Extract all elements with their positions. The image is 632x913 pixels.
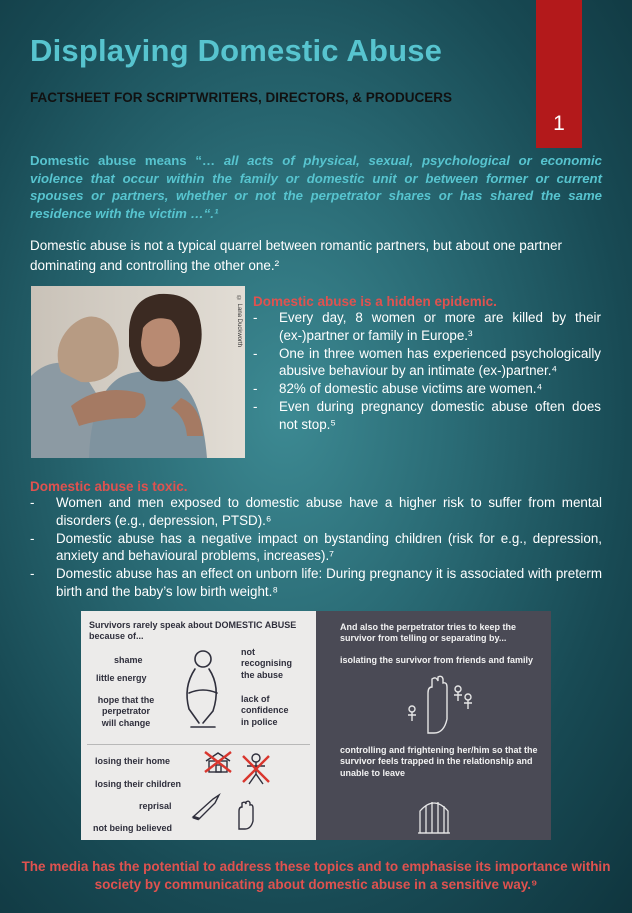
- tactic-isolating: isolating the survivor from friends and family: [340, 655, 534, 665]
- page-number: 1: [553, 112, 565, 135]
- hand-stop-icon: [233, 799, 259, 831]
- list-item: - 82% of domestic abuse victims are women.⁴: [253, 380, 601, 398]
- embrace-illustration: [31, 286, 245, 458]
- knife-icon: [189, 791, 225, 821]
- page-number-tab: [536, 0, 582, 148]
- reason-losing-home: losing their home: [95, 756, 171, 766]
- crouching-person-icon: [169, 647, 235, 733]
- reason-reprisal: reprisal: [139, 801, 172, 811]
- isolating-hand-icon: [398, 673, 478, 735]
- tactic-controlling: controlling and frightening her/him so that the survivor feels trapped in the relationship and unable to leave: [340, 745, 538, 778]
- child-icon: [241, 752, 271, 786]
- photo-credit: © Lana Duckworth: [236, 296, 242, 348]
- definition-quote: all acts of physical, sexual, psychological or economic violence that occur within the family or domestic unit or between former or current spouses or partners, whether or not the perpetrator shares or has shared the same residence with the victim …“.¹: [30, 153, 603, 221]
- toxic-list: [30, 494, 602, 601]
- birdcage-icon: [416, 793, 452, 835]
- toxic-section: [30, 479, 602, 601]
- epidemic-list: [253, 309, 601, 434]
- perpetrator-heading: And also the perpetrator tries to keep the survivor from telling or separating by...: [340, 622, 517, 644]
- reasons-subheading: because of...: [89, 631, 144, 641]
- reason-lack-confidence: lack of confidence in police: [241, 694, 289, 727]
- closing-statement: The media has the potential to address these topics and to emphasise its importance within society by communicating about domestic abuse in a sensitive way.⁹: [21, 859, 611, 892]
- list-item: - Domestic abuse has an effect on unborn life: During pregnancy it is associated with preterm birth and the baby’s low birth weight.⁸: [30, 565, 602, 601]
- reasons-heading: Survivors rarely speak about DOMESTIC ABUSE: [89, 620, 297, 630]
- epidemic-title: Domestic abuse is a hidden epidemic.: [253, 294, 497, 309]
- intro-paragraph: Domestic abuse is not a typical quarrel between romantic partners, but about one partner dominating and controlling the other one.²: [30, 238, 563, 273]
- toxic-title: Domestic abuse is toxic.: [30, 479, 188, 494]
- infographic-reasons-panel: [81, 611, 316, 840]
- list-item: - One in three women has experienced psychologically abusive behaviour by an intimate (ex-)partner.⁴: [253, 345, 601, 381]
- reason-not-believed: not being believed: [93, 823, 173, 833]
- list-item: - Women and men exposed to domestic abuse have a higher risk to suffer from mental disorders (e.g., depression, PTSD).⁶: [30, 494, 602, 530]
- page-subtitle: FACTSHEET FOR SCRIPTWRITERS, DIRECTORS, & PRODUCERS: [30, 90, 453, 105]
- house-icon: [203, 750, 233, 774]
- definition-paragraph: [30, 152, 602, 222]
- page-title: Displaying Domestic Abuse: [30, 33, 443, 68]
- embrace-photo: [31, 286, 245, 458]
- list-item: - Even during pregnancy domestic abuse often does not stop.⁵: [253, 398, 601, 434]
- reason-hope: hope that the perpetrator will change: [97, 695, 155, 728]
- epidemic-section: [253, 294, 601, 434]
- survivor-infographic: [81, 611, 551, 840]
- reason-shame: shame: [114, 655, 143, 665]
- reason-not-recognising: not recognising the abuse: [241, 647, 293, 680]
- infographic-perpetrator-panel: [316, 611, 551, 840]
- reason-little-energy: little energy: [96, 673, 147, 683]
- list-item: - Every day, 8 women or more are killed by their (ex-)partner or family in Europe.³: [253, 309, 601, 345]
- reason-losing-children: losing their children: [95, 779, 182, 789]
- definition-lead: Domestic abuse means “…: [30, 153, 216, 168]
- infographic-divider: [87, 744, 310, 745]
- list-item: - Domestic abuse has a negative impact on bystanding children (risk for e.g., depression, anxiety and behavioural problems, increases).⁷: [30, 530, 602, 566]
